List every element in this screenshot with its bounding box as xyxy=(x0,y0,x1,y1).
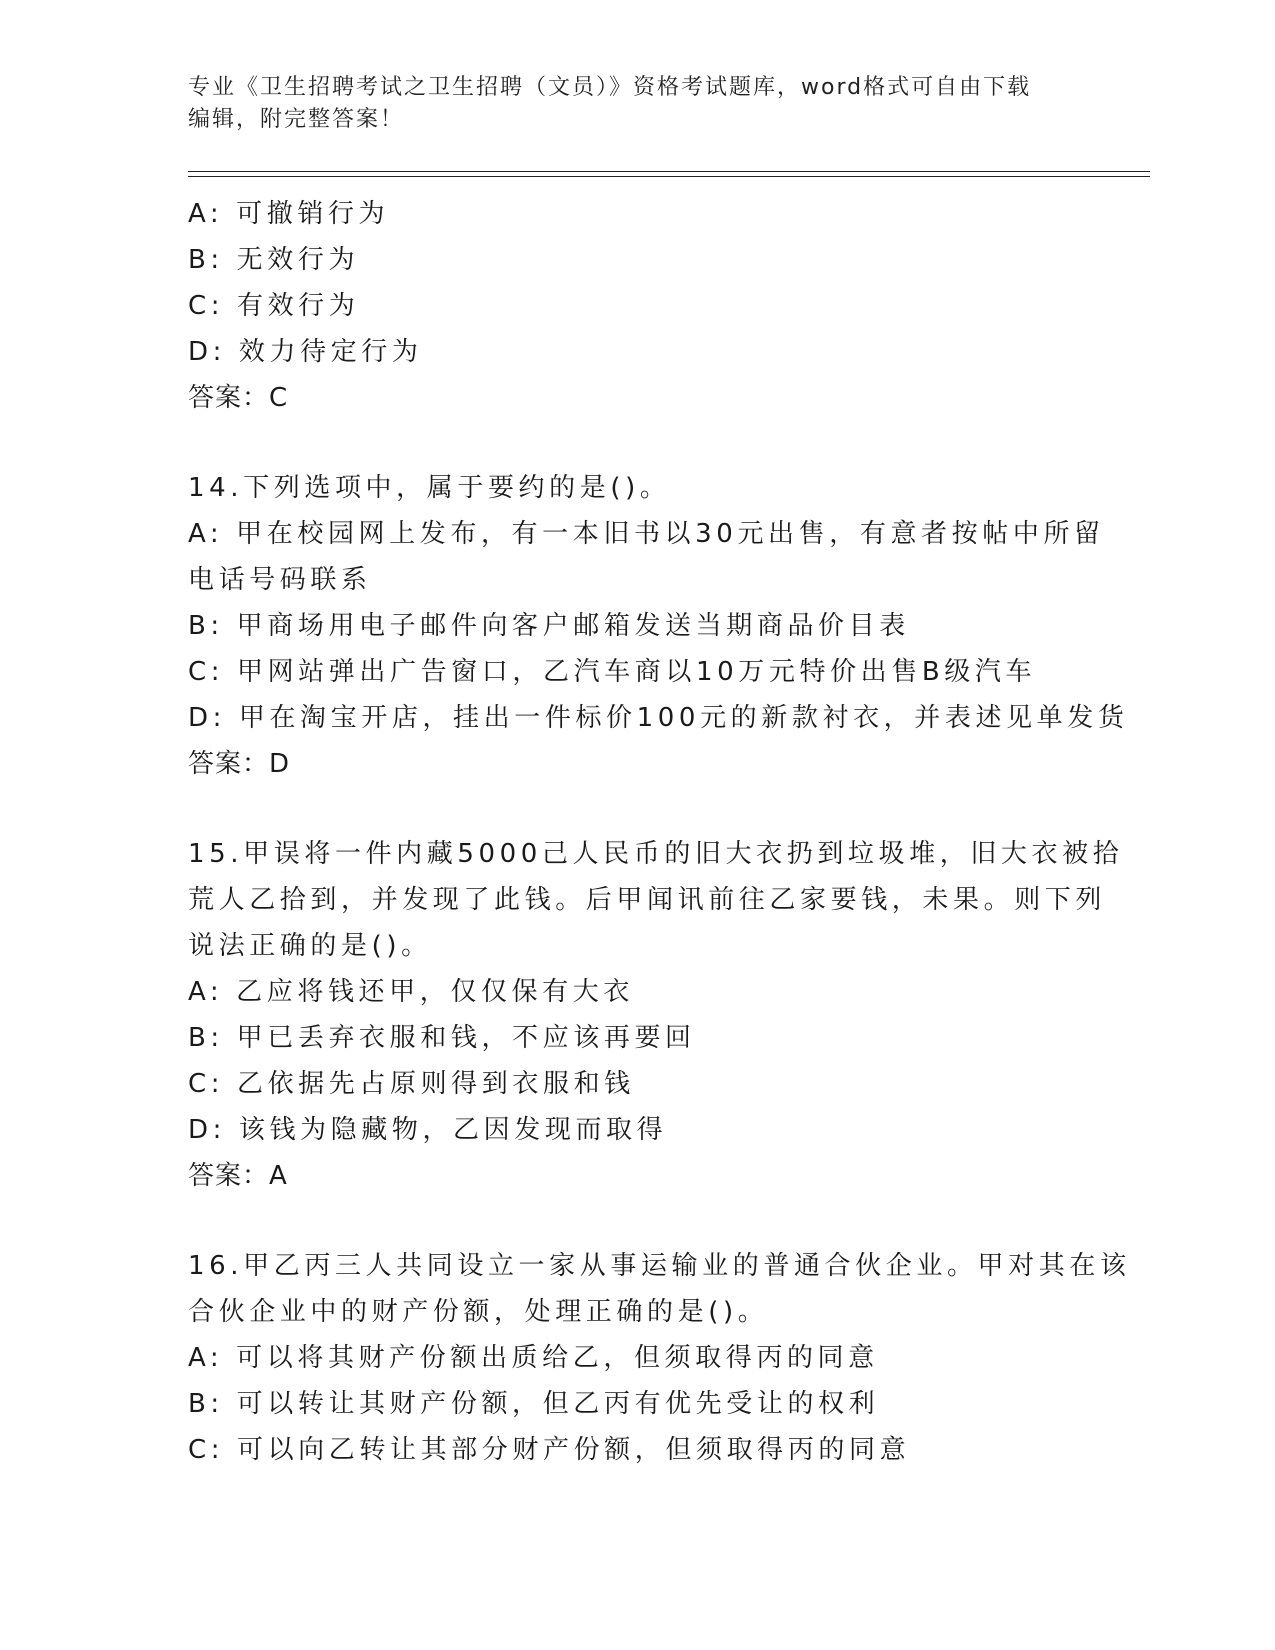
option-c: C: 有效行为 xyxy=(188,291,360,321)
question-15-stem: 15.甲误将一件内藏5000己人民币的旧大衣扔到垃圾堆，旧大衣被拾 xyxy=(188,839,1124,869)
option-a: A: 可撤销行为 xyxy=(188,199,390,229)
question-14-stem: 14.下列选项中，属于要约的是()。 xyxy=(188,473,671,503)
question-16-option-a: A: 可以将其财产份额出质给乙，但须取得丙的同意 xyxy=(188,1343,879,1373)
question-14-option-c: C: 甲网站弹出广告窗口，乙汽车商以10万元特价出售B级汽车 xyxy=(188,657,1037,687)
header-line-2: 编辑，附完整答案！ xyxy=(188,107,405,132)
question-14-option-a-cont: 电话号码联系 xyxy=(188,565,372,595)
question-14-option-a: A: 甲在校园网上发布，有一本旧书以30元出售，有意者按帖中所留 xyxy=(188,519,1105,549)
question-14-option-b: B: 甲商场用电子邮件向客户邮箱发送当期商品价目表 xyxy=(188,611,910,641)
header-line-1: 专业《卫生招聘考试之卫生招聘（文员）》资格考试题库，word格式可自由下载 xyxy=(188,75,1032,100)
question-15-stem-cont-1: 荒人乙拾到，并发现了此钱。后甲闻讯前往乙家要钱，未果。则下列 xyxy=(188,885,1107,915)
question-15-option-c: C: 乙依据先占原则得到衣服和钱 xyxy=(188,1069,635,1099)
question-15-option-d: D: 该钱为隐藏物，乙因发现而取得 xyxy=(188,1115,668,1145)
question-16-stem: 16.甲乙丙三人共同设立一家从事运输业的普通合伙企业。甲对其在该 xyxy=(188,1251,1131,1281)
document-header xyxy=(188,72,1068,136)
question-15-answer: 答案：A xyxy=(188,1161,288,1191)
question-content xyxy=(188,191,1131,1473)
question-15-stem-cont-2: 说法正确的是()。 xyxy=(188,931,432,961)
option-b: B: 无效行为 xyxy=(188,245,360,275)
question-16-stem-cont: 合伙企业中的财产份额，处理正确的是()。 xyxy=(188,1297,769,1327)
question-16-option-b: B: 可以转让其财产份额，但乙丙有优先受让的权利 xyxy=(188,1389,880,1419)
header-rule-top xyxy=(188,171,1150,172)
question-16-option-c: C: 可以向乙转让其部分财产份额，但须取得丙的同意 xyxy=(188,1435,911,1465)
header-rule-bottom xyxy=(188,176,1150,177)
question-14-answer: 答案：D xyxy=(188,749,291,779)
question-14-option-d: D: 甲在淘宝开店，挂出一件标价100元的新款衬衣，并表述见单发货 xyxy=(188,703,1129,733)
answer-line: 答案：C xyxy=(188,383,289,413)
option-d: D: 效力待定行为 xyxy=(188,337,423,367)
question-15-option-a: A: 乙应将钱还甲，仅仅保有大衣 xyxy=(188,977,634,1007)
question-15-option-b: B: 甲已丢弃衣服和钱，不应该再要回 xyxy=(188,1023,696,1053)
